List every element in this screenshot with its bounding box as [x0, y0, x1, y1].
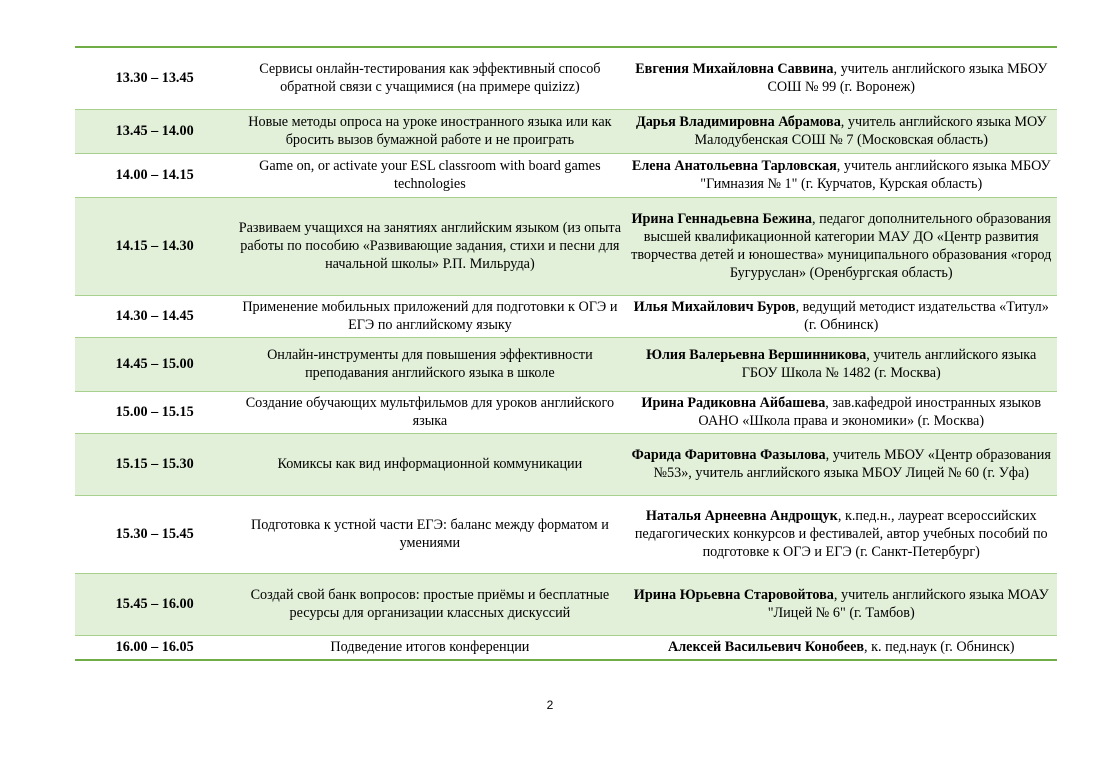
table-row — [75, 391, 1057, 433]
table-row — [75, 635, 1057, 660]
topic-cell: Сервисы онлайн-тестирования как эффективный способ обратной связи с учащимися (на примере quizizz) — [259, 61, 601, 96]
time-cell: 16.00 – 16.05 — [115, 639, 194, 656]
speaker-cell — [625, 495, 1057, 573]
time-cell: 15.45 – 16.00 — [75, 573, 234, 635]
time-cell: 15.00 – 15.15 — [115, 404, 194, 420]
speaker-cell — [625, 109, 1057, 153]
time-cell: 13.30 – 13.45 — [115, 70, 194, 87]
speaker-name: Ирина Юрьевна Старовойтова — [633, 587, 834, 603]
table-row — [75, 47, 1057, 109]
speaker-role: , ведущий методист издательства «Титул» (г. Обнинск) — [795, 299, 1049, 333]
speaker-cell — [625, 391, 1057, 433]
speaker-name: Наталья Арнеевна Андрощук — [645, 508, 838, 524]
speaker-cell — [625, 573, 1057, 635]
time-cell: 15.15 – 15.30 — [75, 433, 234, 495]
speaker-name: Евгения Михайловна Саввина — [635, 61, 834, 78]
topic-cell: Создай свой банк вопросов: простые приёмы и бесплатные ресурсы для организации классных дискуссий — [234, 573, 625, 635]
speaker-name: Ирина Геннадьевна Бежина — [631, 211, 812, 227]
speaker-role: , к.пед.н., лауреат всероссийских педагогических конкурсов и фестивалей, автор учебных пособий по подготовке к ОГЭ и ЕГЭ (г. Санкт-Петербург) — [634, 508, 1048, 560]
topic-cell: Комиксы как вид информационной коммуникации — [234, 433, 625, 495]
speaker-name: Юлия Валерьевна Вершинникова — [646, 347, 867, 363]
topic-cell: Онлайн-инструменты для повышения эффективности преподавания английского языка в школе — [234, 337, 625, 391]
topic-cell: Создание обучающих мультфильмов для уроков английского языка — [245, 395, 615, 429]
table-row — [75, 295, 1057, 337]
speaker-role: , учитель английского языка МОУ Малодубенская СОШ № 7 (Московская область) — [694, 114, 1047, 148]
table-row — [75, 433, 1057, 495]
speaker-name: Елена Анатольевна Тарловская — [631, 158, 837, 174]
time-cell: 14.45 – 15.00 — [75, 337, 234, 391]
table-row — [75, 573, 1057, 635]
table-row — [75, 495, 1057, 573]
table-row — [75, 109, 1057, 153]
speaker-role: , к. пед.наук (г. Обнинск) — [864, 639, 1015, 656]
time-cell: 15.30 – 15.45 — [115, 526, 194, 542]
speaker-name: Дарья Владимировна Абрамова — [635, 114, 841, 130]
topic-cell: Применение мобильных приложений для подготовки к ОГЭ и ЕГЭ по английскому языку — [242, 299, 618, 333]
speaker-role: , учитель английского языка ГБОУ Школа № 1482 (г. Москва) — [741, 347, 1037, 381]
speaker-name: Илья Михайлович Буров — [633, 299, 796, 315]
speaker-role: , учитель английского языка МОАУ "Лицей № 6" (г. Тамбов) — [767, 587, 1049, 621]
speaker-cell — [625, 295, 1057, 337]
speaker-role: , зав.кафедрой иностранных языков ОАНО «Школа права и экономики» (г. Москва) — [698, 395, 1042, 429]
speaker-cell — [625, 153, 1057, 197]
topic-cell: Подведение итогов конференции — [330, 639, 530, 656]
time-cell: 14.15 – 14.30 — [75, 197, 234, 295]
speaker-cell — [625, 197, 1057, 295]
time-cell: 13.45 – 14.00 — [75, 109, 234, 153]
speaker-role: , учитель английского языка МБОУ "Гимназия № 1" (г. Курчатов, Курская область) — [700, 158, 1051, 192]
speaker-name: Ирина Радиковна Айбашева — [641, 395, 826, 411]
speaker-cell — [625, 635, 1057, 660]
time-cell: 14.30 – 14.45 — [115, 308, 194, 324]
time-cell: 14.00 – 14.15 — [115, 167, 194, 183]
topic-cell: Развиваем учащихся на занятиях английским языком (из опыта работы по пособию «Развивающие задания, стихи и песни для начальной школы» Р.П. Мильруда) — [234, 197, 625, 295]
speaker-cell — [625, 337, 1057, 391]
speaker-cell — [625, 47, 1057, 109]
topic-cell: Game on, or activate your ESL classroom with board games technologies — [259, 158, 601, 192]
schedule-table — [75, 46, 1057, 661]
page-number: 2 — [546, 698, 554, 712]
speaker-name: Фарида Фаритовна Фазылова — [631, 447, 826, 463]
table-row — [75, 153, 1057, 197]
table-row — [75, 337, 1057, 391]
speaker-role: , учитель МБОУ «Центр образования №53», учитель английского языка МБОУ Лицей № 60 (г. Уфа) — [653, 447, 1051, 481]
speaker-cell — [625, 433, 1057, 495]
speaker-name: Алексей Васильевич Конобеев — [667, 639, 865, 656]
speaker-role: , учитель английского языка МБОУ СОШ № 99 (г. Воронеж) — [767, 61, 1048, 96]
schedule-body — [75, 47, 1057, 660]
topic-cell: Новые методы опроса на уроке иностранного языка или как бросить вызов бумажной работе и не проиграть — [234, 109, 625, 153]
speaker-role: , педагог дополнительного образования высшей квалификационной категории МАУ ДО «Центр развития творчества детей и юношества» муниципального образования «город Бугуруслан» (Оренбургская область) — [631, 211, 1052, 281]
table-row — [75, 197, 1057, 295]
topic-cell: Подготовка к устной части ЕГЭ: баланс между форматом и умениями — [250, 517, 609, 551]
